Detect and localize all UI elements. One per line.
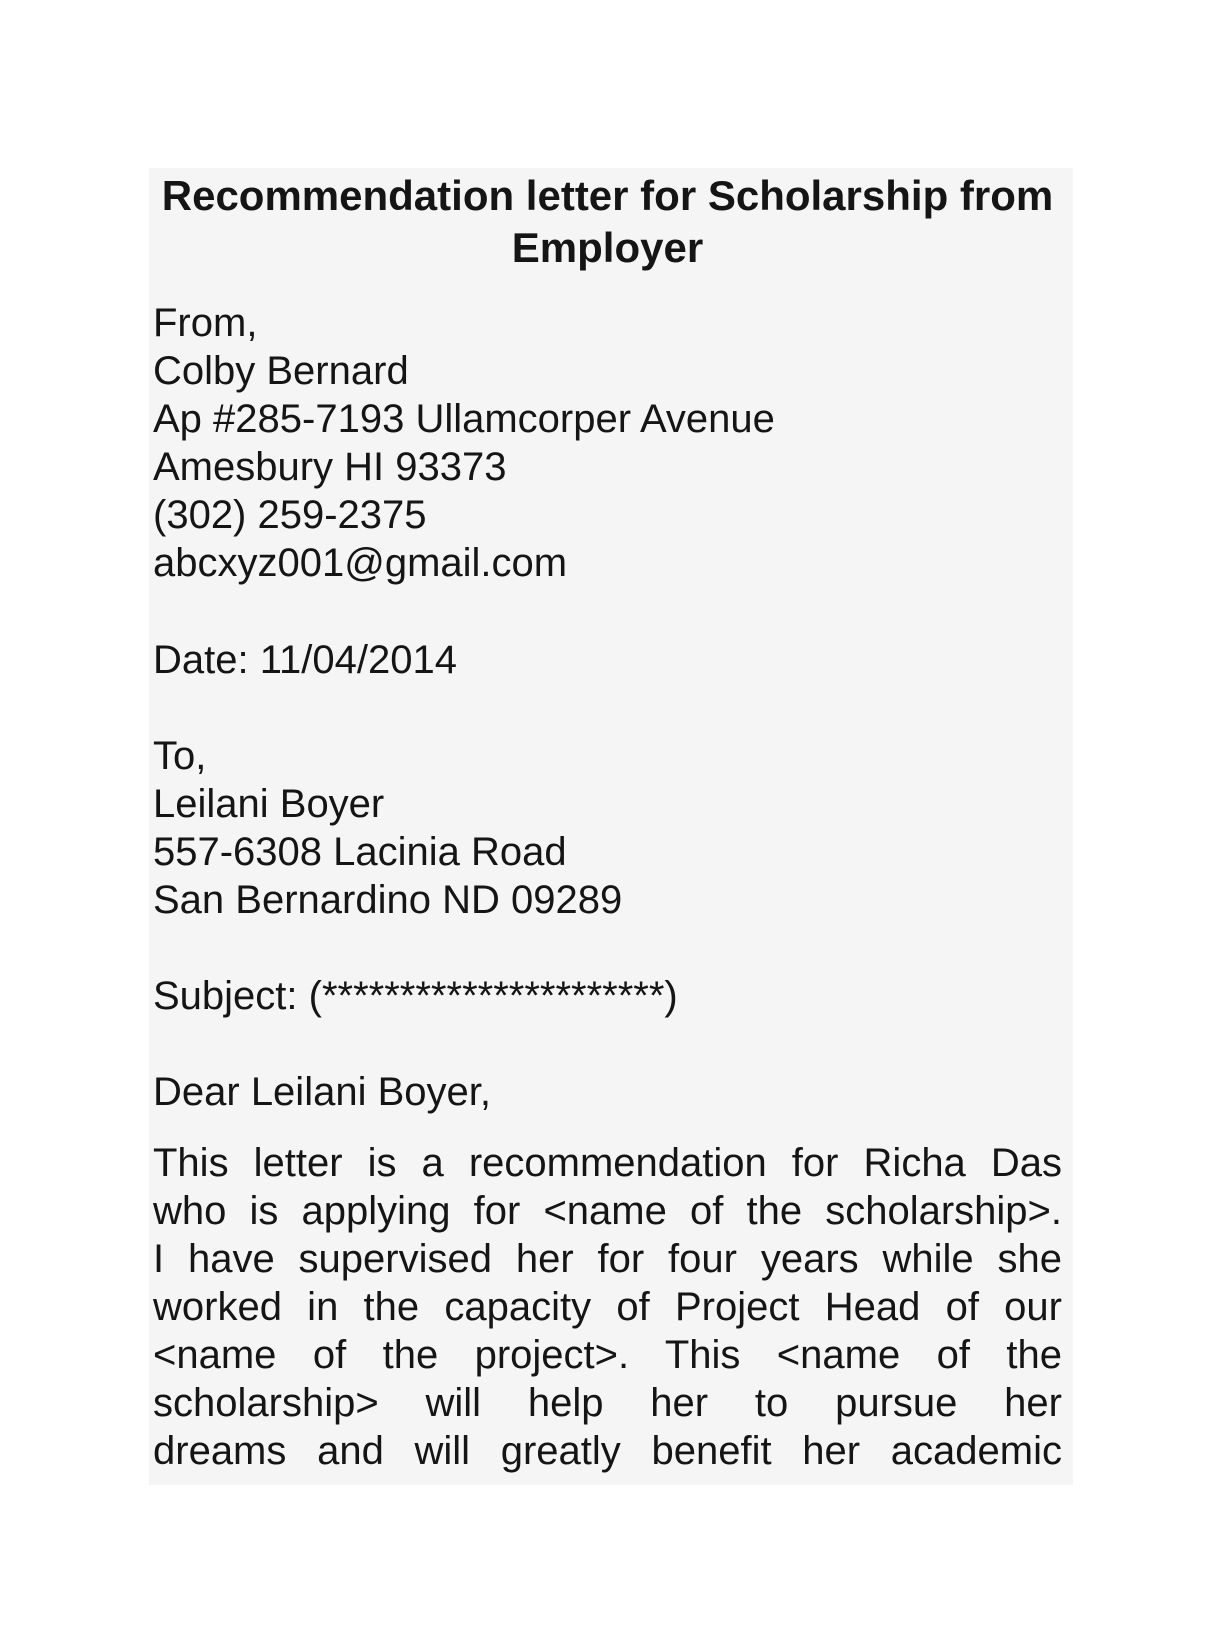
salutation: Dear Leilani Boyer, <box>153 1070 491 1114</box>
sender-email: abcxyz001@gmail.com <box>153 541 568 585</box>
body-line: dreams and will greatly benefit her academic <box>153 1429 1062 1473</box>
letter-title: Recommendation letter for Scholarship from Employer <box>161 172 1054 271</box>
letter-body <box>153 1139 1062 1475</box>
recipient-block <box>153 732 1062 924</box>
recipient-label: To, <box>153 734 207 778</box>
body-line: <name of the project>. This <name of the <box>153 1333 1062 1377</box>
body-line: who is applying for <name of the scholarship>. <box>153 1189 1062 1233</box>
recipient-address-line1: 557-6308 Lacinia Road <box>153 830 567 874</box>
body-line: This letter is a recommendation for Richa Das <box>153 1141 1062 1185</box>
date-line: Date: 11/04/2014 <box>153 638 457 682</box>
sender-address-line1: Ap #285-7193 Ullamcorper Avenue <box>153 397 775 441</box>
body-line: worked in the capacity of Project Head of our <box>153 1285 1062 1329</box>
sender-label: From, <box>153 301 258 345</box>
recipient-name: Leilani Boyer <box>153 782 385 826</box>
salutation-block <box>153 1068 1062 1116</box>
date-block <box>153 636 1062 684</box>
body-line: I have supervised her for four years while she <box>153 1237 1062 1281</box>
sender-name: Colby Bernard <box>153 349 409 393</box>
sender-phone: (302) 259-2375 <box>153 493 427 537</box>
subject-block <box>153 972 1062 1020</box>
sender-address-line2: Amesbury HI 93373 <box>153 445 507 489</box>
subject-line: Subject: (**********************) <box>153 974 678 1018</box>
recipient-address-line2: San Bernardino ND 09289 <box>153 878 623 922</box>
letter-document <box>149 168 1073 1485</box>
body-line: scholarship> will help her to pursue her <box>153 1381 1062 1425</box>
sender-block <box>153 299 1062 587</box>
